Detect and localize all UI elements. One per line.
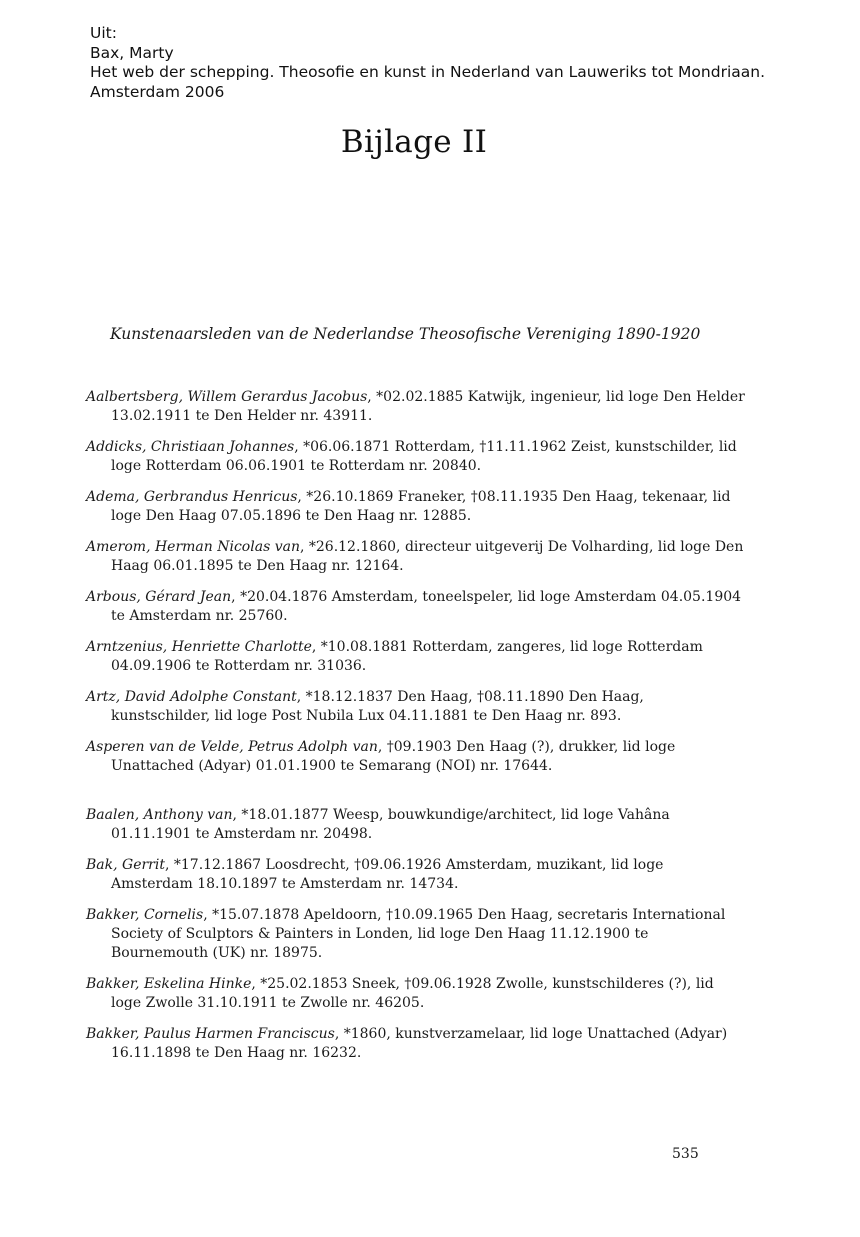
list-item <box>86 638 746 676</box>
source-author: Bax, Marty <box>90 43 174 62</box>
entry-name: Arbous, Gérard Jean <box>86 589 232 605</box>
source-label: Uit: <box>90 24 117 42</box>
list-item <box>86 388 746 426</box>
entry-name: Asperen van de Velde, Petrus Adolph van <box>86 739 378 755</box>
entry-name: Bakker, Eskelina Hinke <box>86 976 252 992</box>
list-item <box>86 588 746 626</box>
page-title: Bijlage II <box>340 124 488 160</box>
entry-details: , *10.08.1881 Rotterdam, zangeres, lid loge Rotterdam 04.09.1906 te Rotterdam nr. 31036. <box>111 639 703 674</box>
entry-details: , *1860, kunstverzamelaar, lid loge Unattached (Adyar) 16.11.1898 te Den Haag nr. 16232. <box>111 1026 728 1061</box>
source-book-title: Het web der schepping. Theosofie en kunst in Nederland van Lauweriks tot Mondriaan. <box>90 63 766 81</box>
entry-details: , *18.01.1877 Weesp, bouwkundige/architect, lid loge Vahâna 01.11.1901 te Amsterdam nr. 20498. <box>111 807 670 842</box>
entry-name: Aalbertsberg, Willem Gerardus Jacobus <box>86 389 368 405</box>
entry-name: Arntzenius, Henriette Charlotte <box>86 639 312 655</box>
entry-details: , *26.12.1860, directeur uitgeverij De Volharding, lid loge Den Haag 06.01.1895 te Den Haag nr. 12164. <box>111 539 744 574</box>
entry-details: , *20.04.1876 Amsterdam, toneelspeler, lid loge Amsterdam 04.05.1904 te Amsterdam nr. 25760. <box>111 589 742 624</box>
entry-details: , *17.12.1867 Loosdrecht, †09.06.1926 Amsterdam, muzikant, lid loge Amsterdam 18.10.1897 te Amsterdam nr. 14734. <box>111 857 664 892</box>
entry-details: , †09.1903 Den Haag (?), drukker, lid loge Unattached (Adyar) 01.01.1900 te Semarang (NOI) nr. 17644. <box>111 739 676 774</box>
entry-details: , *26.10.1869 Franeker, †08.11.1935 Den Haag, tekenaar, lid loge Den Haag 07.05.1896 te Den Haag nr. 12885. <box>111 489 731 524</box>
entry-name: Addicks, Christiaan Johannes <box>86 439 295 455</box>
list-item <box>86 488 746 526</box>
list-item <box>86 738 746 776</box>
list-item <box>86 538 746 576</box>
entry-name: Artz, David Adolphe Constant <box>86 689 297 705</box>
entry-name: Bakker, Paulus Harmen Franciscus <box>86 1026 335 1042</box>
entry-name: Bak, Gerrit <box>86 857 165 873</box>
list-item <box>86 975 746 1013</box>
entry-details: , *15.07.1878 Apeldoorn, †10.09.1965 Den Haag, secretaris International Society of Sculptors & Painters in Londen, lid loge Den Haag 11.12.1900 te Bournemouth (UK) nr. 18975. <box>111 907 726 961</box>
source-citation <box>90 24 765 102</box>
list-item <box>86 688 746 726</box>
entry-list <box>86 388 746 1075</box>
entry-name: Baalen, Anthony van <box>86 807 233 823</box>
entry-details: , *06.06.1871 Rotterdam, †11.11.1962 Zeist, kunstschilder, lid loge Rotterdam 06.06.1901 te Rotterdam nr. 20840. <box>111 439 737 474</box>
entry-name: Amerom, Herman Nicolas van <box>86 539 300 555</box>
entry-name: Adema, Gerbrandus Henricus <box>86 489 298 505</box>
list-item <box>86 438 746 476</box>
entry-name: Bakker, Cornelis <box>86 907 204 923</box>
entry-details: , *25.02.1853 Sneek, †09.06.1928 Zwolle, kunstschilderes (?), lid loge Zwolle 31.10.1911 te Zwolle nr. 46205. <box>111 976 714 1011</box>
page-subtitle: Kunstenaarsleden van de Nederlandse Theosofische Vereniging 1890-1920 <box>110 325 701 343</box>
list-item <box>86 906 746 963</box>
page-number: 535 <box>672 1146 699 1162</box>
source-place-year: Amsterdam 2006 <box>90 82 225 101</box>
entry-details: , *18.12.1837 Den Haag, †08.11.1890 Den Haag, kunstschilder, lid loge Post Nubila Lux 04.11.1881 te Den Haag nr. 893. <box>111 689 644 724</box>
list-item <box>86 856 746 894</box>
entry-details: , *02.02.1885 Katwijk, ingenieur, lid loge Den Helder 13.02.1911 te Den Helder nr. 43911. <box>111 389 745 424</box>
list-item <box>86 1025 746 1063</box>
list-item <box>86 806 746 844</box>
